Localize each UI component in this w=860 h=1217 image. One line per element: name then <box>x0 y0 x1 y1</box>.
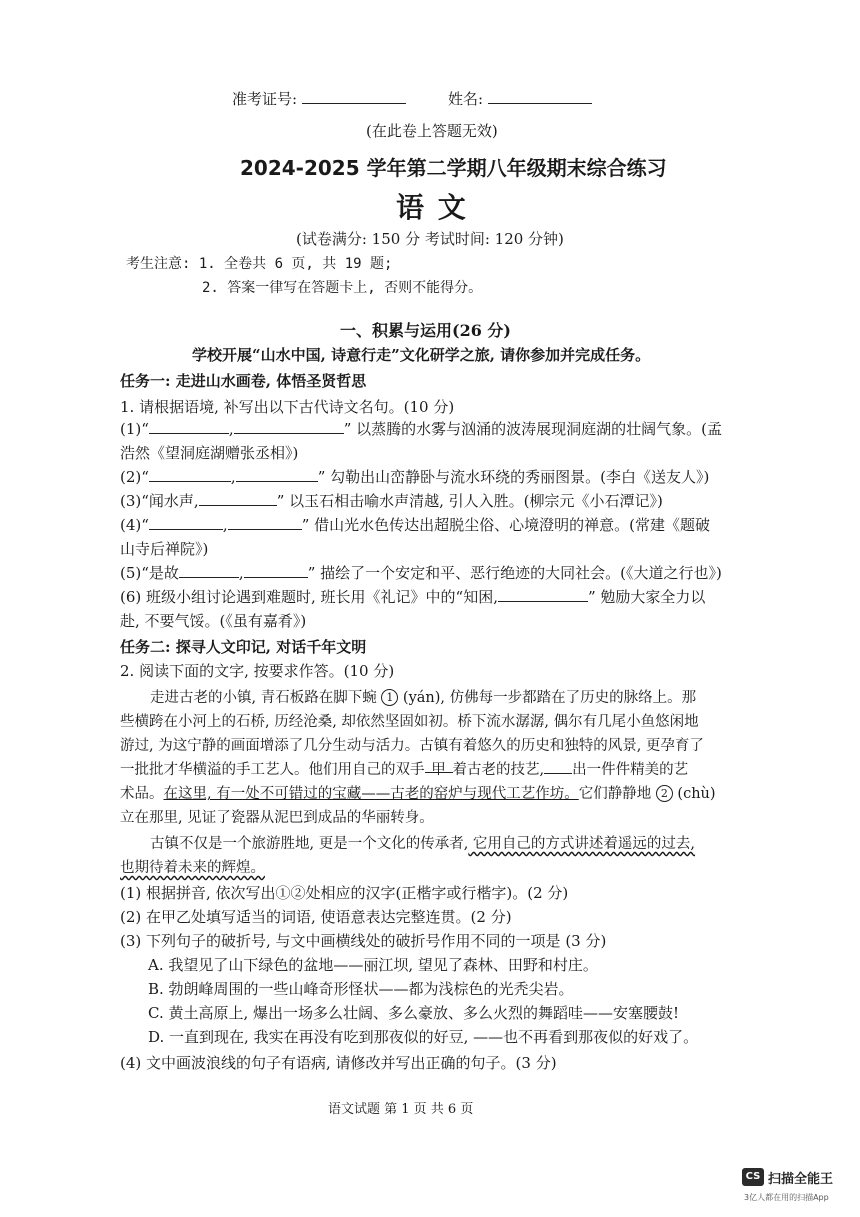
q1-blank-6[interactable] <box>498 587 588 602</box>
q1-item-3: (3)“闻水声, ” 以玉石相击喻水声清越, 引人入胜。(柳宗元《小石潭记》) <box>120 492 663 510</box>
scanner-slogan: 3亿人都在用的扫描App <box>744 1193 829 1202</box>
name-label: 姓名: <box>448 90 484 108</box>
q1-blank-1a[interactable] <box>149 419 229 434</box>
q1-blank-4a[interactable] <box>149 515 223 530</box>
q2-sub-2: (2) 在甲乙处填写适当的词语, 使语意表达完整连贯。(2 分) <box>120 908 512 926</box>
q1-item-2: (2)“ , ” 勾勒出山峦静卧与流水环绕的秀丽图景。(李白《送友人》) <box>120 468 710 486</box>
wavy-sentence-part-1: 它用自己的方式讲述着遥远的过去, <box>468 836 696 852</box>
section-1-intro: 学校开展“山水中国, 诗意行走”文化研学之旅, 请你参加并完成任务。 <box>192 346 651 364</box>
q1-blank-4b[interactable] <box>228 515 302 530</box>
passage-line-5: 术品。在这里, 有一处不可错过的宝藏——古老的窑炉与现代工艺作坊。它们静静地 2 (chù) <box>120 786 716 802</box>
blank-jia[interactable]: 甲 <box>425 758 453 773</box>
q1-item-1: (1)“ , ” 以蒸腾的水雾与汹涌的波涛展现洞庭湖的壮阔气象。(孟 <box>120 420 722 438</box>
q1-blank-5b[interactable] <box>244 563 308 578</box>
q1-blank-3[interactable] <box>199 491 277 506</box>
q2-sub-4: (4) 文中画波浪线的句子有语病, 请修改并写出正确的句子。(3 分) <box>120 1054 557 1072</box>
q2-option-d[interactable]: D. 一直到现在, 我实在再没有吃到那夜似的好豆, ——也不再看到那夜似的好戏了。 <box>148 1028 699 1046</box>
q2-sub-3: (3) 下列句子的破折号, 与文中画横线处的破折号作用不同的一项是 (3 分) <box>120 932 607 950</box>
q2-option-a[interactable]: A. 我望见了山下绿色的盆地——丽江坝, 望见了森林、田野和村庄。 <box>148 956 598 974</box>
passage-line-3: 游过, 为这宁静的画面增添了几分生动与活力。古镇有着悠久的历史和独特的风景, 更孕育了 <box>120 738 704 754</box>
passage-line-4: 一批批才华横溢的手工艺人。他们用自己的双手 甲 着古老的技艺, 出一件件精美的艺 <box>120 758 688 779</box>
scanner-logo-icon: CS <box>742 1168 764 1186</box>
q1-blank-1b[interactable] <box>234 419 344 434</box>
q2-option-b[interactable]: B. 勃朗峰周围的一些山峰奇形怪状——都为浅棕色的光秃尖岩。 <box>148 980 574 998</box>
notice-line-1: 考生注意: 1. 全卷共 6 页, 共 19 题; <box>126 256 393 272</box>
underlined-sentence: 在这里, 有一处不可错过的宝藏——古老的窑炉与现代工艺作坊。 <box>163 786 579 802</box>
task-1-title: 任务一: 走进山水画卷, 体悟圣贤哲思 <box>120 372 367 390</box>
exam-id-row <box>232 88 406 109</box>
q1-blank-5a[interactable] <box>179 563 239 578</box>
task-2-title: 任务二: 探寻人文印记, 对话千年文明 <box>120 638 367 656</box>
page-footer: 语文试题 第 1 页 共 6 页 <box>328 1102 474 1117</box>
passage-line-2: 些横跨在小河上的石桥, 历经沧桑, 却依然坚固如初。桥下流水潺潺, 偶尔有几尾小鱼悠闲地 <box>120 714 699 730</box>
exam-id-label: 准考证号: <box>232 90 298 108</box>
q1-item-1-source: 浩然《望洞庭湖赠张丞相》) <box>120 444 299 462</box>
wavy-sentence-part-2: 也期待着未来的辉煌。 <box>120 860 265 876</box>
passage-p2-line-1: 古镇不仅是一个旅游胜地, 更是一个文化的传承者, 它用自己的方式讲述着遥远的过去, <box>150 836 696 852</box>
q1-blank-2a[interactable] <box>149 467 231 482</box>
q2-sub-1: (1) 根据拼音, 依次写出①②处相应的汉字(正楷字或行楷字)。(2 分) <box>120 884 569 902</box>
q1-item-5: (5)“是故 , ” 描绘了一个安定和平、恶行绝迹的大同社会。(《大道之行也》) <box>120 564 722 582</box>
q1-blank-2b[interactable] <box>236 467 318 482</box>
q1-item-6: (6) 班级小组讨论遇到难题时, 班长用《礼记》中的“知困, ” 勉励大家全力以 <box>120 588 706 606</box>
name-field[interactable] <box>488 89 592 104</box>
q1-item-4: (4)“ , ” 借山光水色传达出超脱尘俗、心境澄明的禅意。(常建《题破 <box>120 516 710 534</box>
passage-line-1: 走进古老的小镇, 青石板路在脚下蜿 1 (yán), 仿佛每一步都踏在了历史的脉络上。那 <box>150 690 697 706</box>
blank-yi[interactable] <box>544 759 572 774</box>
exam-title: 2024-2025 学年第二学期八年级期末综合练习 <box>240 156 667 180</box>
subject-title: 语 文 <box>396 191 468 224</box>
blank-circle-1: 1 <box>381 689 398 706</box>
exam-meta: (试卷满分: 150 分 考试时间: 120 分钟) <box>296 230 564 248</box>
header-note: (在此卷上答题无效) <box>366 122 498 140</box>
passage-line-6: 立在那里, 见证了瓷器从泥巴到成品的华丽转身。 <box>120 810 434 826</box>
question-2: 2. 阅读下面的文字, 按要求作答。(10 分) <box>120 662 395 680</box>
q1-item-6-source: 赴, 不要气馁。(《虽有嘉肴》) <box>120 612 307 630</box>
passage-p2-line-2 <box>120 856 265 877</box>
notice-line-2: 2. 答案一律写在答题卡上, 否则不能得分。 <box>202 280 483 296</box>
blank-circle-2: 2 <box>656 785 673 802</box>
scanner-brand: 扫描全能王 <box>768 1172 834 1187</box>
question-1: 1. 请根据语境, 补写出以下古代诗文名句。(10 分) <box>120 398 455 416</box>
name-row <box>448 88 592 109</box>
q1-item-4-source: 山寺后禅院》) <box>120 540 209 558</box>
section-1-title: 一、积累与运用(26 分) <box>340 321 511 340</box>
exam-id-field[interactable] <box>302 89 406 104</box>
q2-option-c[interactable]: C. 黄土高原上, 爆出一场多么壮阔、多么豪放、多么火烈的舞蹈哇——安塞腰鼓! <box>148 1004 680 1022</box>
